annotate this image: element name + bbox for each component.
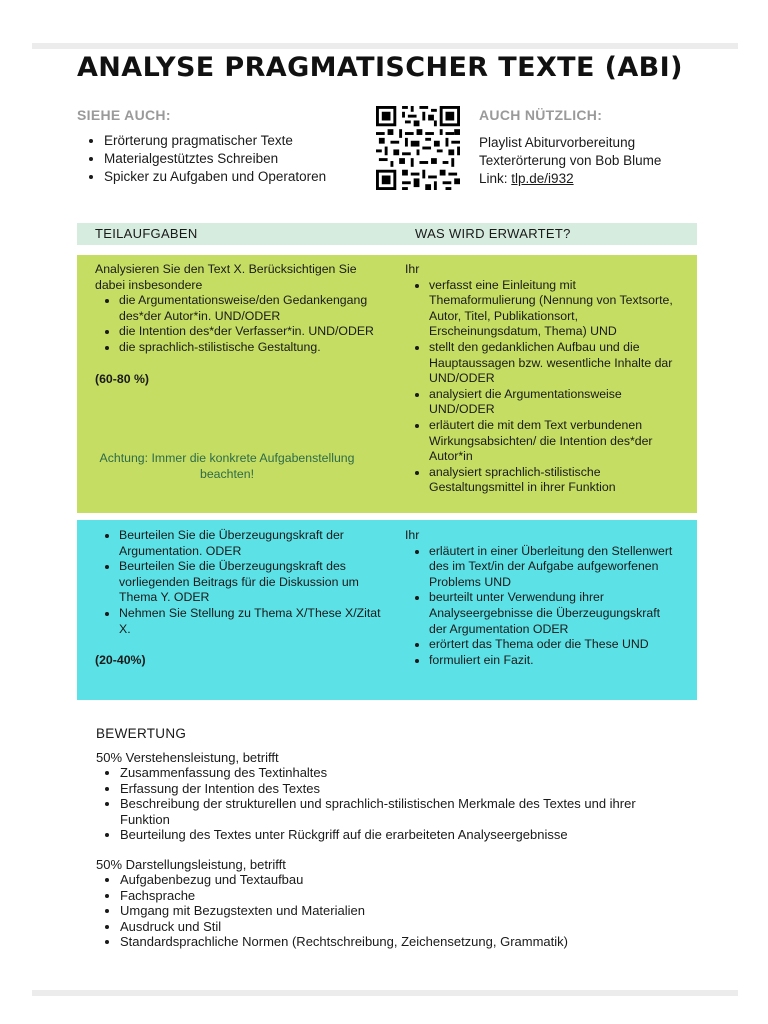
expect-item: • stellt den gedanklichen Aufbau und die Hauptaussagen bzw. wesentliche Inhalte dar UND/ODER	[429, 340, 680, 387]
task-intro: Analysieren Sie den Text X. Berücksichtigen Sie dabei insbesondere	[95, 262, 357, 292]
task-item: • die sprachlich-stilistische Gestaltung.	[119, 340, 385, 356]
expect-intro: Ihr	[405, 528, 420, 542]
expect-item: • erläutert in einer Überleitung den Stellenwert des im Text/in der Aufgabe aufgeworfenen Problems UND	[429, 544, 680, 591]
table-header	[77, 223, 697, 245]
rating-item: • Umgang mit Bezugstexten und Materialien	[120, 903, 686, 919]
weight-percent: (20-40%)	[95, 653, 146, 668]
rating-section	[96, 726, 686, 950]
expect-item: • beurteilt unter Verwendung ihrer Analyseergebnisse die Überzeugungskraft der Argumentation ODER	[429, 590, 680, 637]
expect-item: • analysiert sprachlich-stilistische Gestaltungsmittel in ihrer Funktion	[429, 465, 680, 496]
see-also-item[interactable]: • Spicker zu Aufgaben und Operatoren	[104, 168, 326, 186]
task-item: • die Intention des*der Verfasser*in. UND/ODER	[119, 324, 385, 340]
see-also-heading: SIEHE AUCH:	[77, 107, 171, 123]
rating-group-title: 50% Darstellungsleistung, betrifft	[96, 856, 286, 872]
expect-item: • erörtert das Thema oder die These UND	[429, 637, 680, 653]
analysis-expectations	[405, 262, 680, 496]
expect-intro: Ihr	[405, 262, 420, 276]
link-prefix: Link:	[479, 171, 512, 186]
weight-percent: (60-80 %)	[95, 371, 149, 386]
useful-links	[479, 134, 661, 188]
playlist-text: Playlist Abiturvorbereitung	[479, 135, 636, 150]
rating-item: • Zusammenfassung des Textinhaltes	[120, 765, 686, 781]
task-item: • Beurteilen Sie die Überzeugungskraft der Argumentation. ODER	[119, 528, 385, 559]
rating-item: • Erfassung der Intention des Textes	[120, 781, 686, 797]
rating-item: • Standardsprachliche Normen (Rechtschreibung, Zeichensetzung, Grammatik)	[120, 934, 686, 950]
useful-heading: AUCH NÜTZLICH:	[479, 107, 603, 123]
expect-item: • formuliert ein Fazit.	[429, 653, 680, 669]
expect-item: • verfasst eine Einleitung mit Themaformulierung (Nennung von Textsorte, Autor, Titel, Publikationsort, Erscheinungsdatum, Thema) UND	[429, 278, 680, 340]
rating-group-title: 50% Verstehensleistung, betrifft	[96, 749, 279, 765]
evaluation-expectations	[405, 528, 680, 668]
rating-item: • Ausdruck und Stil	[120, 919, 686, 935]
see-also-list	[82, 132, 326, 186]
rating-heading: BEWERTUNG	[96, 726, 187, 741]
qr-code-icon[interactable]	[376, 106, 460, 190]
see-also-item[interactable]: • Materialgestütztes Schreiben	[104, 150, 326, 168]
task-item: • Nehmen Sie Stellung zu Thema X/These X/Zitat X.	[119, 606, 385, 637]
page-title: ANALYSE PRAGMATISCHER TEXTE (ABI)	[77, 52, 683, 83]
short-link[interactable]: tlp.de/i932	[511, 171, 574, 186]
task-item: • Beurteilen Sie die Überzeugungskraft des vorliegenden Beitrags für die Diskussion um Thema Y. ODER	[119, 559, 385, 606]
expect-item: • analysiert die Argumentationsweise UND/ODER	[429, 387, 680, 418]
task-item: • die Argumentationsweise/den Gedankengang des*der Autor*in. UND/ODER	[119, 293, 385, 324]
rating-item: • Fachsprache	[120, 888, 686, 904]
hint-note: Achtung: Immer die konkrete Aufgabenstellung beachten!	[99, 451, 355, 481]
rating-item: • Beschreibung der strukturellen und sprachlich-stilistischen Merkmale des Textes und ihrer Funktion	[120, 796, 686, 827]
evaluation-tasks	[95, 528, 385, 669]
analysis-tasks	[95, 262, 385, 387]
evaluation-section	[77, 520, 697, 700]
author-text: Texterörterung von Bob Blume	[479, 153, 662, 168]
rating-item: • Aufgabenbezug und Textaufbau	[120, 872, 686, 888]
header-expected: WAS WIRD ERWARTET?	[415, 226, 571, 241]
see-also-item[interactable]: • Erörterung pragmatischer Texte	[104, 132, 326, 150]
header-tasks: TEILAUFGABEN	[95, 226, 198, 241]
bottom-divider	[32, 990, 738, 996]
expect-item: • erläutert die mit dem Text verbundenen Wirkungsabsichten/ die Intention des*der Autor*in	[429, 418, 680, 465]
top-divider	[32, 43, 738, 49]
analysis-section	[77, 255, 697, 513]
rating-item: • Beurteilung des Textes unter Rückgriff auf die erarbeiteten Analyseergebnisse	[120, 827, 686, 843]
